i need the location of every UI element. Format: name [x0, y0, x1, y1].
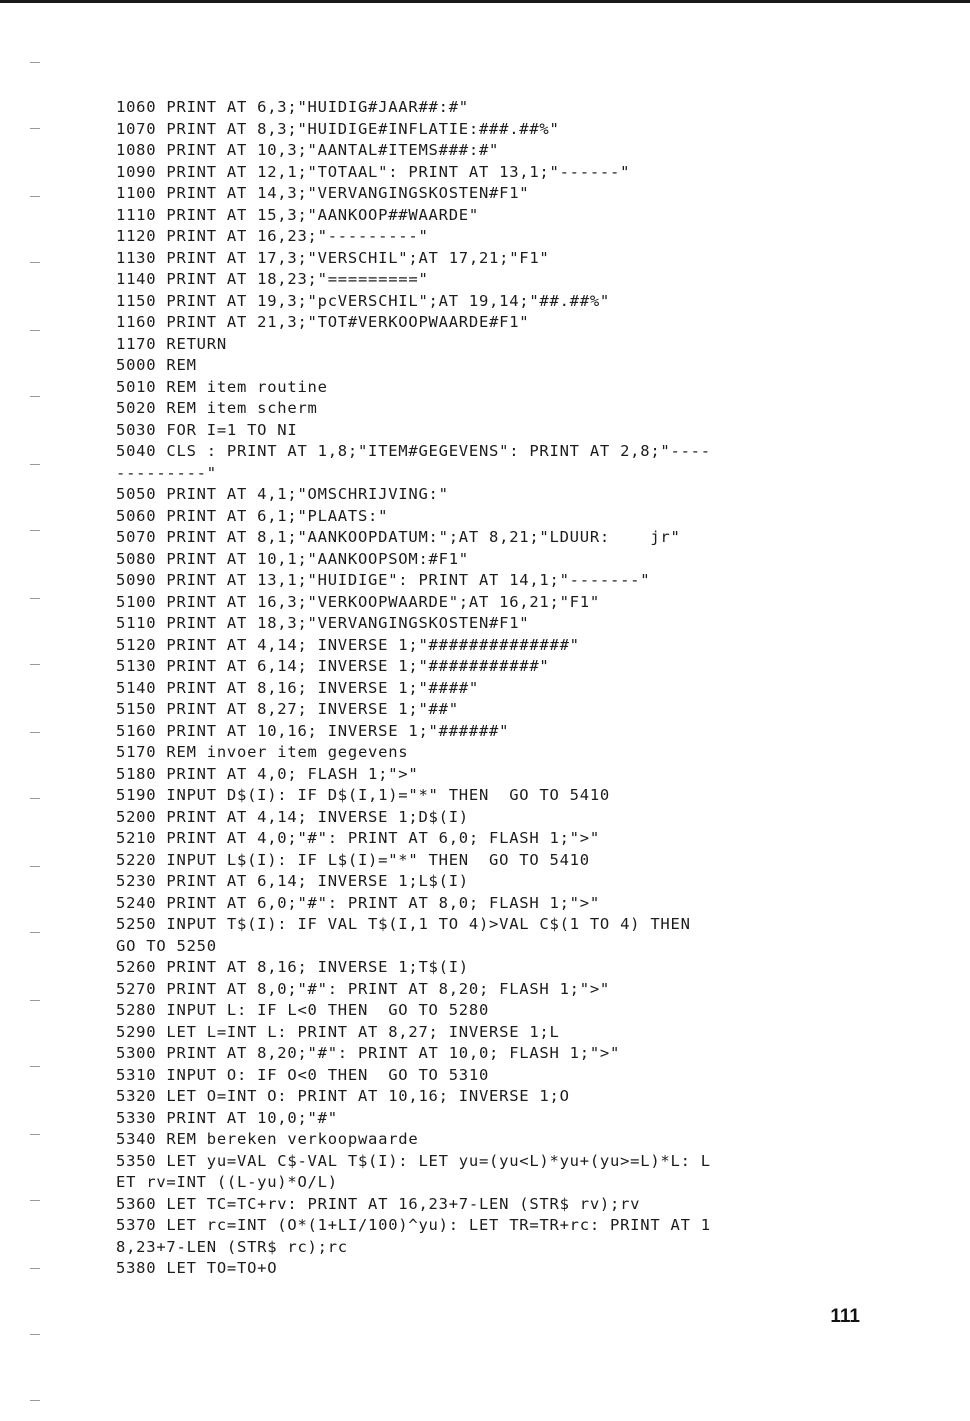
code-line: 5370 LET rc=INT (O*(1+LI/100)^yu): LET TR=TR+rc: PRINT AT 1 [116, 1216, 711, 1234]
code-line: 1170 RETURN [116, 334, 227, 353]
code-line: 1120 PRINT AT 16,23;"---------" [116, 227, 429, 245]
code-line: 5030 FOR I=1 TO NI [116, 420, 298, 439]
code-line: 5150 PRINT AT 8,27; INVERSE 1;"##" [116, 700, 459, 718]
binding-tick-mark [30, 798, 40, 799]
code-line: 5010 REM item routine [116, 377, 328, 396]
code-line: 5310 INPUT O: IF O<0 THEN GO TO 5310 [116, 1065, 490, 1084]
binding-tick-mark [30, 262, 40, 263]
code-line: 5130 PRINT AT 6,14; INVERSE 1;"###########" [116, 657, 550, 675]
code-line: 1080 PRINT AT 10,3;"AANTAL#ITEMS###:#" [116, 141, 500, 159]
code-line: 5190 INPUT D$(I): IF D$(I,1)="*" THEN GO TO 5410 [116, 786, 611, 804]
binding-tick-mark [30, 464, 40, 465]
code-line: 5050 PRINT AT 4,1;"OMSCHRIJVING:" [116, 485, 449, 503]
code-line: 5270 PRINT AT 8,0;"#": PRINT AT 8,20; FLASH 1;">" [116, 979, 611, 998]
code-line: 5260 PRINT AT 8,16; INVERSE 1;T$(I) [116, 958, 469, 976]
code-line: 1110 PRINT AT 15,3;"AANKOOP##WAARDE" [116, 205, 479, 224]
code-line: 5200 PRINT AT 4,14; INVERSE 1;D$(I) [116, 807, 469, 826]
code-line: 1090 PRINT AT 12,1;"TOTAAL": PRINT AT 13,1;"------" [116, 162, 631, 181]
code-line: 5140 PRINT AT 8,16; INVERSE 1;"####" [116, 678, 479, 697]
binding-tick-mark [30, 866, 40, 867]
code-line: 5330 PRINT AT 10,0;"#" [116, 1108, 338, 1127]
code-line: 5250 INPUT T$(I): IF VAL T$(I,1 TO 4)>VAL C$(1 TO 4) THEN [116, 915, 691, 933]
binding-tick-mark [30, 598, 40, 599]
code-line: 5320 LET O=INT O: PRINT AT 10,16; INVERSE 1;O [116, 1087, 570, 1105]
code-line: ---------" [116, 463, 217, 482]
code-line: 5000 REM [116, 356, 197, 374]
code-line: 5020 REM item scherm [116, 399, 318, 417]
code-line: 1160 PRINT AT 21,3;"TOT#VERKOOPWAARDE#F1" [116, 313, 530, 331]
code-line: 5360 LET TC=TC+rv: PRINT AT 16,23+7-LEN (STR$ rv);rv [116, 1194, 641, 1213]
code-line: 5300 PRINT AT 8,20;"#": PRINT AT 10,0; FLASH 1;">" [116, 1044, 621, 1062]
code-line: 5170 REM invoer item gegevens [116, 743, 409, 761]
code-line: 1150 PRINT AT 19,3;"pcVERSCHIL";AT 19,14;"##.##%" [116, 291, 611, 310]
code-line: 5350 LET yu=VAL C$-VAL T$(I): LET yu=(yu<L)*yu+(yu>=L)*L: L [116, 1151, 711, 1170]
code-line: 5220 INPUT L$(I): IF L$(I)="*" THEN GO TO 5410 [116, 850, 590, 869]
code-line: 5040 CLS : PRINT AT 1,8;"ITEM#GEGEVENS": PRINT AT 2,8;"---- [116, 442, 711, 460]
code-line: 5210 PRINT AT 4,0;"#": PRINT AT 6,0; FLASH 1;">" [116, 829, 600, 847]
code-line: 8,23+7-LEN (STR$ rc);rc [116, 1237, 348, 1256]
code-line: 5090 PRINT AT 13,1;"HUIDIGE": PRINT AT 14,1;"-------" [116, 571, 651, 589]
binding-tick-mark [30, 330, 40, 331]
binding-tick-mark [30, 1134, 40, 1135]
binding-tick-mark [30, 1400, 40, 1401]
binding-tick-mark [30, 530, 40, 531]
binding-tick-mark [30, 1000, 40, 1001]
binding-tick-mark [30, 396, 40, 397]
binding-tick-mark [30, 1268, 40, 1269]
code-line: 1130 PRINT AT 17,3;"VERSCHIL";AT 17,21;"F1" [116, 248, 550, 267]
code-line: 5110 PRINT AT 18,3;"VERVANGINGSKOSTEN#F1" [116, 614, 530, 632]
page-number: 111 [830, 1306, 860, 1327]
basic-program-listing [116, 97, 876, 1297]
binding-tick-mark [30, 128, 40, 129]
binding-tick-mark [30, 932, 40, 933]
binding-tick-mark [30, 62, 40, 63]
binding-margin-marks [30, 0, 42, 1421]
code-line: 5160 PRINT AT 10,16; INVERSE 1;"######" [116, 721, 510, 740]
code-line: 1060 PRINT AT 6,3;"HUIDIG#JAAR##:#" [116, 98, 469, 116]
code-line: 1140 PRINT AT 18,23;"=========" [116, 270, 429, 288]
code-line: 5180 PRINT AT 4,0; FLASH 1;">" [116, 764, 419, 783]
top-edge-rule [0, 0, 970, 3]
binding-tick-mark [30, 196, 40, 197]
binding-tick-mark [30, 1200, 40, 1201]
code-line: 5120 PRINT AT 4,14; INVERSE 1;"##############" [116, 635, 580, 654]
code-line: 5280 INPUT L: IF L<0 THEN GO TO 5280 [116, 1001, 490, 1019]
code-line: 5380 LET TO=TO+O [116, 1259, 278, 1277]
code-line: GO TO 5250 [116, 936, 217, 955]
code-line: 1100 PRINT AT 14,3;"VERVANGINGSKOSTEN#F1" [116, 184, 530, 202]
code-line: 5060 PRINT AT 6,1;"PLAATS:" [116, 506, 389, 525]
binding-tick-mark [30, 1066, 40, 1067]
code-line: ET rv=INT ((L-yu)*O/L) [116, 1173, 338, 1191]
binding-tick-mark [30, 732, 40, 733]
code-line: 5100 PRINT AT 16,3;"VERKOOPWAARDE";AT 16,21;"F1" [116, 592, 600, 611]
code-line: 5070 PRINT AT 8,1;"AANKOOPDATUM:";AT 8,21;"LDUUR: jr" [116, 528, 681, 546]
binding-tick-mark [30, 1334, 40, 1335]
code-line: 5340 REM bereken verkoopwaarde [116, 1130, 419, 1148]
code-line: 1070 PRINT AT 8,3;"HUIDIGE#INFLATIE:###.##%" [116, 119, 560, 138]
code-line: 5080 PRINT AT 10,1;"AANKOOPSOM:#F1" [116, 549, 469, 568]
code-line: 5240 PRINT AT 6,0;"#": PRINT AT 8,0; FLASH 1;">" [116, 893, 600, 912]
code-line: 5230 PRINT AT 6,14; INVERSE 1;L$(I) [116, 872, 469, 890]
code-line: 5290 LET L=INT L: PRINT AT 8,27; INVERSE 1;L [116, 1022, 560, 1041]
binding-tick-mark [30, 664, 40, 665]
